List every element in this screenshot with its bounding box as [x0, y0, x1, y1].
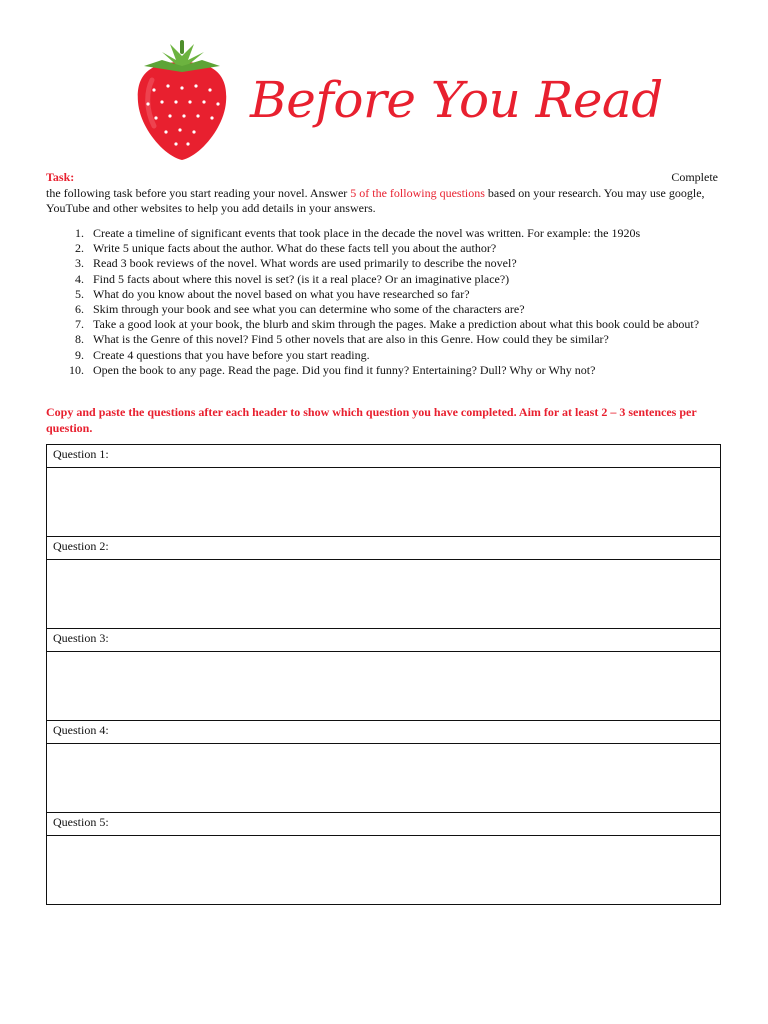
- question-item: [66, 287, 718, 302]
- question-text: Find 5 facts about where this novel is set? (is it a real place? Or an imaginative place?): [93, 271, 510, 286]
- task-intro-text: the following task before you start reading your novel. Answer: [46, 185, 351, 200]
- answer-cell[interactable]: [47, 836, 721, 905]
- instruction-text: Copy and paste the questions after each header to show which question you have completed. Aim for at least 2 – 3 sentences per question.: [46, 405, 697, 435]
- question-item: [66, 348, 718, 363]
- question-item: [66, 256, 718, 271]
- table-row: [47, 652, 721, 721]
- question-text: Write 5 unique facts about the author. What do these facts tell you about the author?: [93, 241, 497, 256]
- task-paragraph: [46, 170, 718, 217]
- table-row: [47, 721, 721, 744]
- task-after-text: based on your research. You may use google, YouTube and other websites to help you add details in your answers.: [46, 185, 705, 215]
- question-item: [66, 332, 718, 347]
- question-text: Create 4 questions that you have before you start reading.: [93, 347, 370, 362]
- task-label: Task:: [46, 170, 75, 184]
- question-header-cell: Question 4:: [47, 721, 721, 744]
- question-text: Read 3 book reviews of the novel. What words are used primarily to describe the novel?: [93, 256, 517, 271]
- question-number: 9.: [75, 347, 84, 362]
- question-item: [66, 363, 718, 378]
- table-row: [47, 560, 721, 629]
- header-banner: [132, 40, 663, 166]
- table-row: [47, 537, 721, 560]
- question-item: [66, 241, 718, 256]
- table-row: [47, 445, 721, 468]
- question-item: [66, 226, 718, 241]
- question-number: 1.: [75, 226, 84, 240]
- questions-list: [66, 226, 718, 378]
- table-row: [47, 836, 721, 905]
- question-item: [66, 272, 718, 287]
- question-header-cell: Question 1:: [47, 445, 721, 468]
- task-complete-word: Complete: [671, 170, 718, 184]
- answer-cell[interactable]: [47, 652, 721, 721]
- question-number: 6.: [75, 302, 84, 317]
- table-row: [47, 629, 721, 652]
- question-number: 7.: [75, 317, 84, 332]
- table-row: [47, 813, 721, 836]
- table-row: [47, 468, 721, 537]
- question-number: 4.: [75, 271, 84, 286]
- question-text: Create a timeline of significant events that took place in the decade the novel was written. For example: the 1920s: [93, 226, 641, 240]
- question-text: What do you know about the novel based on what you have researched so far?: [93, 286, 470, 301]
- question-header-cell: Question 5:: [47, 813, 721, 836]
- page-title: Before You Read: [250, 71, 663, 129]
- task-highlight: 5 of the following questions: [350, 185, 485, 200]
- table-row: [47, 744, 721, 813]
- answer-cell[interactable]: [47, 744, 721, 813]
- question-header-cell: Question 2:: [47, 537, 721, 560]
- question-text: Take a good look at your book, the blurb and skim through the pages. Make a prediction about what this book could be about?: [93, 317, 700, 332]
- question-number: 10.: [69, 362, 84, 377]
- answer-cell[interactable]: [47, 468, 721, 537]
- answer-cell[interactable]: [47, 560, 721, 629]
- question-number: 3.: [75, 256, 84, 271]
- question-header-cell: Question 3:: [47, 629, 721, 652]
- question-text: Open the book to any page. Read the page. Did you find it funny? Entertaining? Dull? Why or Why not?: [93, 362, 596, 377]
- question-number: 2.: [75, 241, 84, 256]
- question-number: 8.: [75, 332, 84, 347]
- question-text: What is the Genre of this novel? Find 5 other novels that are also in this Genre. How could they be similar?: [93, 332, 609, 347]
- question-number: 5.: [75, 286, 84, 301]
- strawberry-icon: [132, 40, 232, 162]
- question-item: [66, 317, 718, 332]
- question-text: Skim through your book and see what you can determine who some of the characters are?: [93, 302, 525, 317]
- answer-table: [46, 444, 721, 905]
- question-item: [66, 302, 718, 317]
